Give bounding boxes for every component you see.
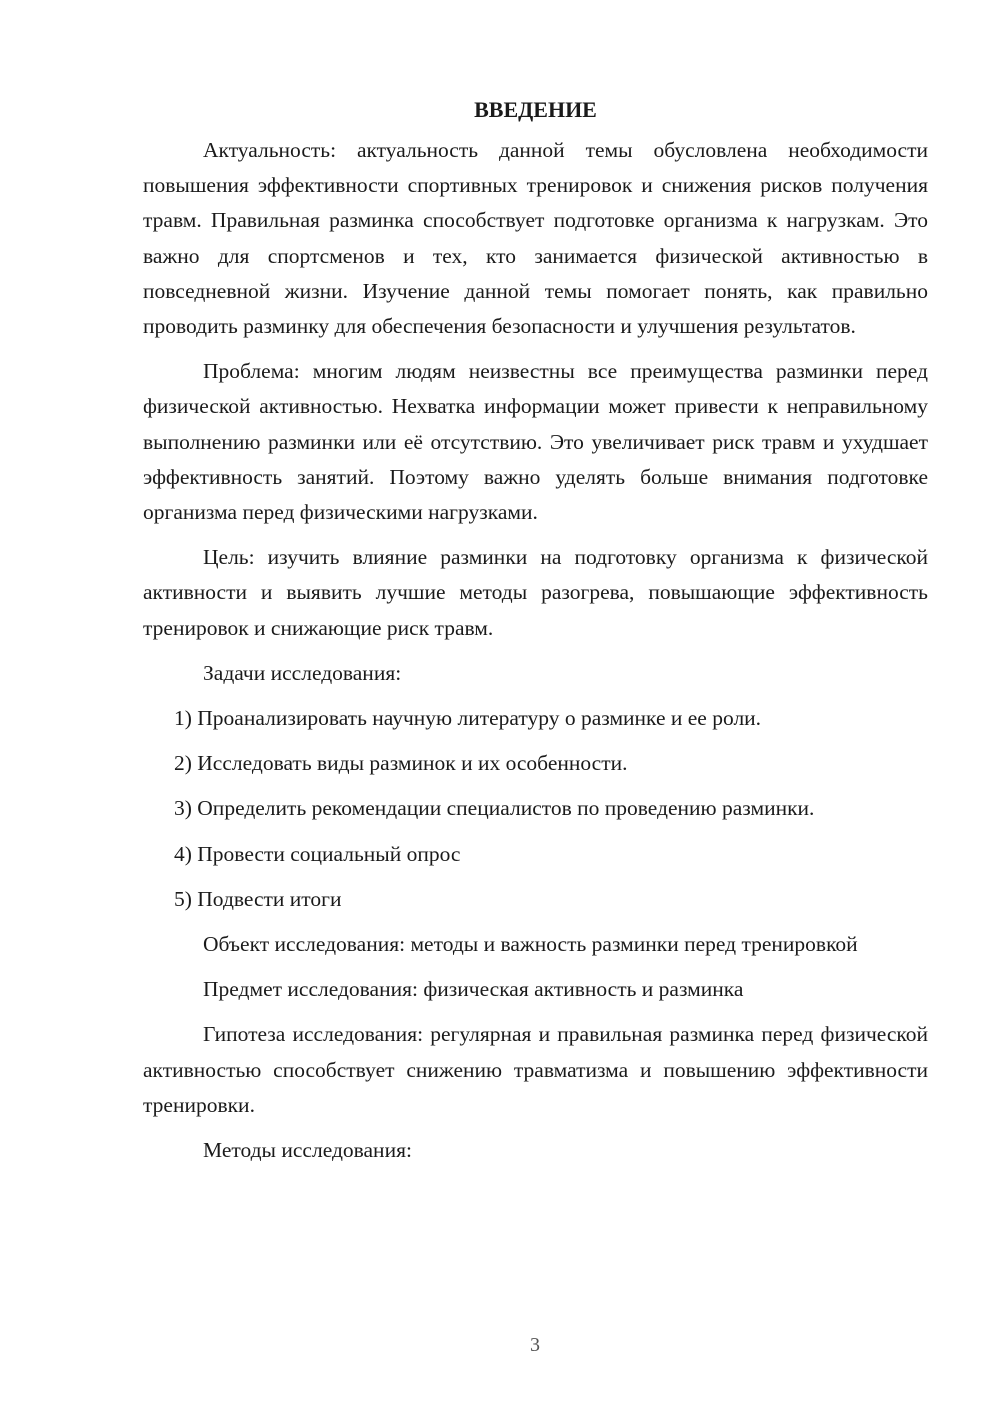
tasks-heading: Задачи исследования:: [203, 660, 402, 685]
paragraph-object: Объект исследования: методы и важность разминки перед тренировкой: [203, 932, 858, 957]
list-item: 1) Проанализировать научную литературу о разминке и ее роли.: [174, 706, 762, 731]
page-number: 3: [530, 1334, 540, 1356]
paragraph-goal: Цель: изучить влияние разминки на подготовку организма к физической активности и выявить лучшие методы разогрева, повышающие эффективность тренировок и снижающие риск травм.: [143, 545, 928, 640]
list-item: 2) Исследовать виды разминок и их особенности.: [174, 751, 628, 776]
list-item: 4) Провести социальный опрос: [174, 841, 461, 866]
paragraph-problem: Проблема: многим людям неизвестны все преимущества разминки перед физической активностью. Нехватка информации может привести к неправильному выполнению разминки или её отсутствию. Это увеличивает риск травм и ухудшает эффективность занятий. Поэтому важно уделять больше внимания подготовке организма перед физическими нагрузками.: [143, 359, 928, 525]
tasks-list: [143, 701, 928, 917]
paragraph-hypothesis: Гипотеза исследования: регулярная и правильная разминка перед физической активностью способствует снижению травматизма и повышению эффективности тренировки.: [143, 1022, 928, 1117]
methods-heading: Методы исследования:: [203, 1138, 412, 1163]
list-item: 5) Подвести итоги: [174, 886, 342, 911]
list-item: 3) Определить рекомендации специалистов по проведению разминки.: [174, 796, 815, 821]
paragraph-subject: Предмет исследования: физическая активность и разминка: [203, 977, 744, 1002]
paragraph-relevance: Актуальность: актуальность данной темы обусловлена необходимости повышения эффективности спортивных тренировок и снижения рисков получения травм. Правильная разминка способствует подготовке организма к нагрузкам. Это важно для спортсменов и тех, кто занимается физической активностью в повседневной жизни. Изучение данной темы помогает понять, как правильно проводить разминку для обеспечения безопасности и улучшения результатов.: [143, 138, 928, 339]
document-page: [143, 95, 928, 1178]
page-title: ВВЕДЕНИЕ: [474, 97, 597, 122]
